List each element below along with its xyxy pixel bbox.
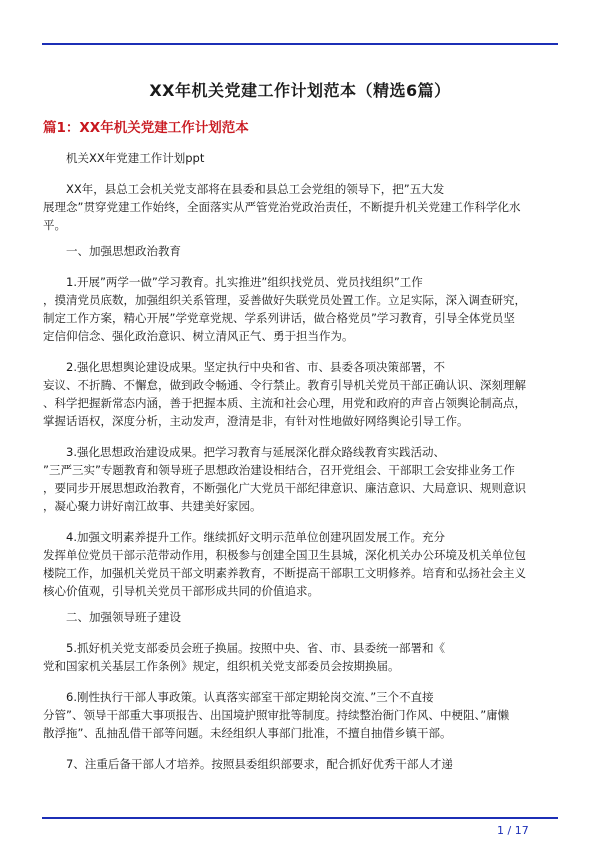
body-line: 楼院工作，加强机关党员干部文明素养教育，不断提高干部职工文明修养。培育和弘扬社会主义 [43, 566, 526, 580]
body-line: 掌握话语权，深度分析，主动发声，澄清是非，有针对性地做好网络舆论引导工作。 [43, 414, 469, 428]
body-line: 5.抓好机关党支部委员会班子换届。按照中央、省、市、县委统一部署和《 [66, 641, 445, 655]
body-line: 机关XX年党建工作计划ppt [66, 151, 205, 165]
header-rule [42, 43, 558, 45]
footer-rule [42, 817, 558, 819]
body-line: 6.刚性执行干部人事政策。认真落实部室干部定期轮岗交流、”三个不直接 [66, 690, 434, 704]
body-line: 制定工作方案，精心开展”学党章党规、学系列讲话，做合格党员”学习教育，引导全体党员坚 [43, 311, 515, 325]
body-line: 发挥单位党员干部示范带动作用，积极参与创建全国卫生县城，深化机关办公环境及机关单位包 [43, 548, 526, 562]
body-line: 定信仰信念、强化政治意识、树立清风正气、勇于担当作为。 [43, 329, 354, 343]
body-line: 分管”、领导干部重大事项报告、出国境护照审批等制度。持续整治衙门作风、中梗阻、”庸懒 [43, 708, 510, 722]
body-line: XX年，县总工会机关党支部将在县委和县总工会党组的领导下，把”五大发 [66, 182, 445, 196]
body-line: ”三严三实”专题教育和领导班子思想政治建设相结合，召开党组会、干部职工会安排业务工作 [43, 463, 515, 477]
body-line: 散浮拖”、乱抽乱借干部等问题。未经组织人事部门批准，不擅自抽借乡镇干部。 [43, 726, 452, 740]
body-line: 展理念”贯穿党建工作始终，全面落实从严管党治党政治责任，不断提升机关党建工作科学化水 [43, 200, 521, 214]
body-line: ，摸清党员底数，加强组织关系管理，妥善做好失联党员处置工作。立足实际，深入调查研究， [43, 293, 526, 307]
body-line: 4.加强文明素养提升工作。继续抓好文明示范单位创建巩固发展工作。充分 [66, 530, 445, 544]
body-line: 2.强化思想舆论建设成果。坚定执行中央和省、市、县委各项决策部署，不 [66, 360, 445, 374]
page-indicator: 1 / 17 [497, 824, 529, 837]
section-heading: 篇1：XX年机关党建工作计划范本 [43, 120, 249, 136]
body-line: 二、加强领导班子建设 [66, 610, 181, 624]
body-line: 平。 [43, 218, 66, 232]
body-line: ，凝心聚力讲好南江故事、共建美好家园。 [43, 499, 262, 513]
body-line: 3.强化思想政治建设成果。把学习教育与延展深化群众路线教育实践活动、 [66, 445, 445, 459]
body-line: 1.开展”两学一做”学习教育。扎实推进”组织找党员、党员找组织”工作 [66, 275, 423, 289]
body-line: 妄议、不折腾、不懈怠，做到政令畅通、令行禁止。教育引导机关党员干部正确认识、深刻理解 [43, 378, 526, 392]
document-title: XX年机关党建工作计划范本（精选6篇） [149, 81, 451, 100]
body-line: 核心价值观，引导机关党员干部形成共同的价值追求。 [43, 584, 319, 598]
body-line: ，要同步开展思想政治教育，不断强化广大党员干部纪律意识、廉洁意识、大局意识、规则意识 [43, 481, 526, 495]
body-line: 党和国家机关基层工作条例》规定，组织机关党支部委员会按期换届。 [43, 659, 400, 673]
body-line: 一、加强思想政治教育 [66, 244, 181, 258]
body-line: 、科学把握新常态内涵，善于把握本质、主流和社会心理，用党和政府的声音占领舆论制高点， [43, 396, 526, 410]
body-line: 7、注重后备干部人才培养。按照县委组织部要求，配合抓好优秀干部人才递 [66, 757, 453, 771]
